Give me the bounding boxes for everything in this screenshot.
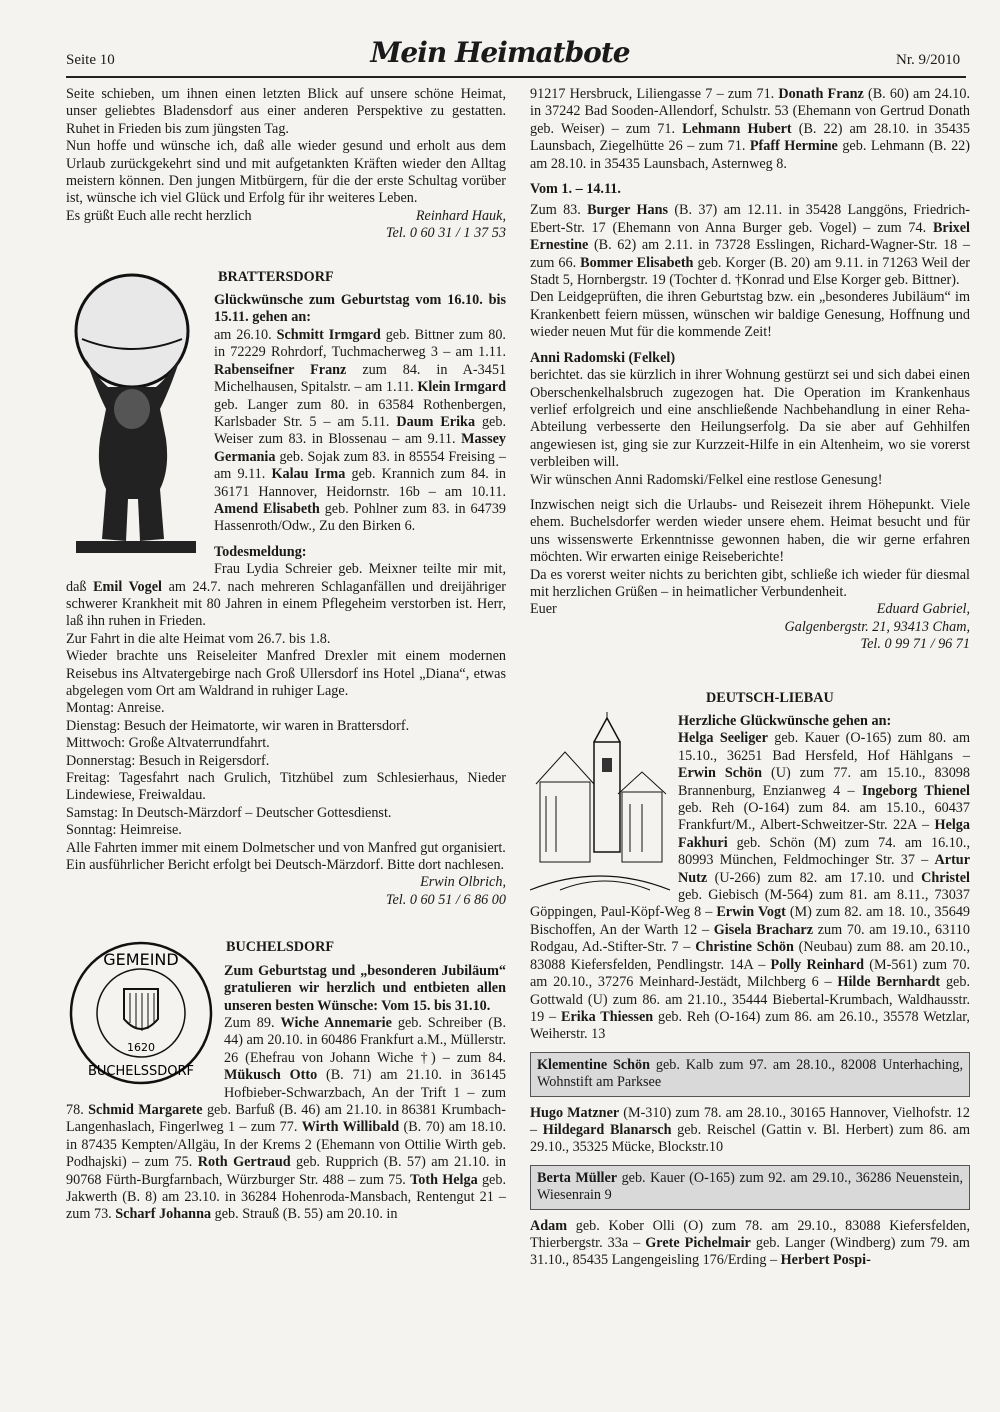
masthead-logo: Mein Heimatbote bbox=[370, 36, 630, 69]
deutsch-liebau-birthdays: Helga Seeliger geb. Kauer (O-165) zum 80. am 15.10., 36251 Bad Hersfeld, Hof Hählgans – Erwin Schön (U) zum 77. am 15.10., 83098 Brannenburg, Enzianweg 4 – Ingeborg Thienel geb. Reh (O-164) zum 84. am 15.10., 60437 Frankfurt/M., Albert-Schweitzer-Str. 22A – Helga Fakhuri geb. Schön (M) zum 74. am 16.10., 80993 München, Feldmochinger Str. 37 – Artur Nutz (U-266) zum 82. am 17.10. und Christel geb. Giebisch (M-564) zum 81. am 8.11., 73037 Göppingen, Paul-Köpf-Weg 8 – Erwin Vogt (M) zum 82. am 18. 10., 35649 Bischoffen, An der Warth 12 – Gisela Bracharz zum 70. am 19.10., 63110 Rodgau, Ad.-Stifter-Str. 7 – Christine Schön (Neubau) zum 88. am 20.10., 83088 Kiefersfelden, Pendlingstr. 14A – Polly Reinhard (M-561) zum 70. am 20.10., 37276 Meinhard-Jestädt, Milchberg 6 – Hilde Bernhardt geb. Gottwald (U) zum 86. am 21.10., 35444 Biebertal-Krumbach, Waldhausstr. 19 – Erika Thiessen geb. Reh (O-164) zum 86. am 26.10., 35578 Wetzlar, Weiherstr. 13 bbox=[530, 730, 971, 1043]
birthdays-middle: Hugo Matzner (M-310) zum 78. am 28.10., 30165 Hannover, Vielhofstr. 12 – Hildegard Blanarsch geb. Reischel (Gattin v. Bl. Herbert) zum 86. am 29.10., 35325 Mücke, Blockstr.10 bbox=[530, 1104, 970, 1156]
highlight-box-berta: Berta Müller geb. Kauer (O-165) zum 92. am 29.10., 36286 Neuenstein, Wiesenrain 9 bbox=[530, 1165, 970, 1210]
brattersdorf-section bbox=[66, 269, 506, 631]
page-header bbox=[0, 36, 1000, 76]
trip-line-3: Montag: Anreise. bbox=[66, 700, 165, 717]
trip-line-7: Freitag: Tagesfahrt nach Grulich, Titzhübel zum Schlesierhaus, Nieder Lindewiese, Freiwaldau. bbox=[66, 770, 506, 804]
intro-paragraph-1: Seite schieben, um ihnen einen letzten Blick auf unsere schöne Heimat, unser geliebtes Bladensdorf aus einer anderen Perspektive zu gestatten. Ruhet in Frieden bis zum jüngsten Tag. bbox=[66, 86, 506, 137]
signature-hauk-tel: Tel. 0 60 31 / 1 37 53 bbox=[385, 225, 506, 242]
brattersdorf-title: BRATTERSDORF bbox=[218, 268, 334, 285]
buchelsdorf-birthdays: Zum 89. Wiche Annemarie geb. Schreiber (B. 44) am 20.10. in 60486 Frankfurt a.M., Müllerstr. 26 (Ehefrau von Johann Wiche †) – zum 84. Mükusch Otto (B. 71) am 21.10. in 36145 Hofbieber-Schwarzbach, An der Trift 1 – zum 78. Schmid Margarete geb. Barfuß (B. 46) am 21.10. in 86381 Krumbach-Langenhaslach, Fingerlweg 1 – zum 77. Wirth Willibald (B. 70) am 18.10. in 87435 Kempten/Allgäu, In der Krems 2 (Ehemann von Ottilie Wirth geb. Podhajski) – zum 75. Roth Gertraud geb. Rupprich (B. 57) am 21.10. in 90768 Fürth-Burgfarnbach, Würzburger Str. 488 – zum 75. Toth Helga geb. Jakwerth (B. 8) am 23.10. in 36284 Hohenroda-Mansbach, Rentengut 21 – zum 73. Scharf Johanna geb. Strauß (B. 55) am 20.10. in bbox=[66, 1014, 507, 1223]
signature-olbrich-tel: Tel. 0 60 51 / 6 86 00 bbox=[385, 891, 506, 908]
get-well-note: Den Leidgeprüften, die ihren Geburtstag bzw. ein „besonderes Jubiläum“ im Krankenbett feiern müssen, wünschen wir baldige Genesung, Hoffnung und wieder neuen Mut für die kommende Zeit! bbox=[530, 289, 970, 341]
deutsch-liebau-subtitle: Herzliche Glückwünsche gehen an: bbox=[678, 713, 892, 729]
deutsch-liebau-title: DEUTSCH-LIEBAU bbox=[706, 689, 834, 706]
trip-line-10: Alle Fahrten immer mit einem Dolmetscher und von Manfred gut organisiert. bbox=[66, 839, 506, 856]
trip-line-9: Sonntag: Heimreise. bbox=[66, 822, 182, 839]
trip-line-4: Dienstag: Besuch der Heimatorte, wir waren in Brattersdorf. bbox=[66, 717, 410, 734]
report-note: Ein ausführlicher Bericht erfolgt bei Deutsch-Märzdorf. Bitte dort nachlesen. bbox=[66, 857, 505, 874]
brattersdorf-subtitle: Glückwünsche zum Geburtstag vom 16.10. bis 15.11. gehen an: bbox=[214, 292, 506, 326]
page-number: Seite 10 bbox=[66, 52, 115, 68]
left-column bbox=[66, 86, 506, 1224]
seal-bottom-text: BUCHELSSDORF bbox=[88, 1064, 194, 1080]
signature-hauk-name: Reinhard Hauk, bbox=[415, 207, 506, 224]
right-column bbox=[530, 86, 970, 1270]
trip-line-8: Samstag: In Deutsch-Märzdorf – Deutscher Gottesdienst. bbox=[66, 804, 392, 821]
trip-line-5: Mittwoch: Große Altvaterrundfahrt. bbox=[66, 735, 270, 752]
anni-title: Anni Radomski (Felkel) bbox=[530, 349, 676, 366]
brattersdorf-birthdays: am 26.10. Schmitt Irmgard geb. Bittner zum 80. in 72229 Rohrdorf, Tuchmacherweg 3 – am 1.11. Rabenseifner Franz zum 84. in A-3451 Michelhausen, Spitalstr. – am 1.11. Klein Irmgard geb. Langer zum 80. in 63584 Rothenbergen, Karlsbader Str. 5 – am 5.11. Daum Erika geb. Weiser zum 83. in Blossenau – am 9.11. Massey Germania geb. Sojak zum 83. in 85554 Freising – am 9.11. Kalau Irma geb. Krannich zum 84. in 36171 Hannover, Heidornstr. 16b – am 10.11. Amend Elisabeth geb. Pohlner zum 83. in 64739 Hassenroth/Odw., Zu den Birken 6. bbox=[214, 326, 507, 535]
greeting-text: Es grüßt Euch alle recht herzlich bbox=[66, 207, 252, 224]
church-street-illustration bbox=[530, 712, 670, 892]
issue-number: Nr. 9/2010 bbox=[896, 52, 961, 68]
november-birthdays: Zum 83. Burger Hans (B. 37) am 12.11. in 35428 Langgöns, Friedrich-Ebert-Str. 17 (Ehemann von Anna Burger geb. Vogel) – zum 74. Brixel Ernestine (B. 62) am 2.11. in 73728 Esslingen, Richard-Wagner-Str. 18 – zum 66. Bommer Elisabeth geb. Korger (B. 20) am 9.11. in 71263 Weil der Stadt 5, Hornbergstr. 19 (Tochter d. †Konrad und Else Korger geb. Bittner). bbox=[530, 202, 971, 289]
closing-text: Da es vorerst weiter nichts zu berichten gibt, schließe ich wieder für diesmal mit herzlichen Grüßen – in heimatlicher Verbundenheit. bbox=[530, 566, 970, 600]
signature-gabriel-address: Galgenbergstr. 21, 93413 Cham, bbox=[784, 618, 970, 635]
death-notice-title: Todesmeldung: bbox=[214, 543, 307, 560]
birthdays-last: Adam geb. Kober Olli (O) zum 78. am 29.10., 83088 Kiefersfelden, Thierbergstr. 33a – Grete Pichelmair geb. Langer (Windberg) zum 79. am 31.10., 85435 Langengeisling 176/Erding – Herbert Pospi- bbox=[530, 1217, 970, 1269]
highlight-box-klementine: Klementine Schön geb. Kalb zum 97. am 28.10., 82008 Unterhaching, Wohnstift am Parksee bbox=[530, 1052, 970, 1097]
trip-line-1: Zur Fahrt in die alte Heimat vom 26.7. bis 1.8. bbox=[66, 630, 331, 647]
seal-top-text: GEMEIND bbox=[103, 950, 179, 970]
buchelsdorf-section bbox=[66, 939, 506, 1224]
greeting bbox=[66, 208, 506, 225]
intro-paragraph-2: Nun hoffe und wünsche ich, daß alle wieder gesund und erholt aus dem Urlaub zurückgekehrt sind und mit aufgetankten Kräften wieder den Alltag meistern können. Den jungen Mitbürgern, für die der erste Schultag vorüber ist, wünsche ich viel Glück und Erfolg für ihr weiteres Leben. bbox=[66, 138, 506, 207]
deutsch-liebau-section bbox=[530, 690, 970, 1044]
header-rule bbox=[66, 76, 966, 78]
buchelsdorf-continued: 91217 Hersbruck, Liliengasse 7 – zum 71. Donath Franz (B. 60) am 24.10. in 37242 Bad Sooden-Allendorf, Schulstr. 53 (Ehemann von Gertrud Donath geb. Weiser) – zum 71. Lehmann Hubert (B. 22) am 28.10. in 35435 Launsbach, Ziegelhütte 26 – zum 71. Pfaff Hermine geb. Lehmann (B. 22) am 28.10. in 35435 Launsbach, Asternweg 8. bbox=[530, 86, 970, 172]
buchelsdorf-title: BUCHELSDORF bbox=[226, 939, 334, 956]
euer-line: Euer Eduard Gabriel, bbox=[530, 601, 970, 618]
seal-year-text: 1620 bbox=[127, 1041, 155, 1055]
signature-gabriel-name: Eduard Gabriel, bbox=[876, 601, 970, 618]
travel-text: Inzwischen neigt sich die Urlaubs- und Reisezeit ihrem Höhepunkt. Viele ehem. Buchelsdorfer werden wieder unsere ehem. Heimat besucht und für uns wissenswerte Erkenntnisse gewonnen haben, die wir gerne erfahren möchten. Wir erwarten einige Reiseberichte! bbox=[530, 496, 970, 566]
buchelsdorf-subtitle: Zum Geburtstag und „besonderen Jubiläum“ gratulieren wir herzlich und entbieten allen unseren besten Wünsche: Vom 15. bis 31.10. bbox=[224, 962, 506, 1014]
november-title: Vom 1. – 14.11. bbox=[530, 181, 621, 198]
buchelsdorf-seal-illustration bbox=[66, 939, 216, 1087]
death-notice-text: Frau Lydia Schreier geb. Meixner teilte mir mit, daß Emil Vogel am 24.7. nach mehreren Schlaganfällen und dreijähriger schwerer Krankheit mit 80 Jahren in einem Pflegeheim verstorben ist. Herr, laß ihn ruhen in Frieden. bbox=[66, 561, 506, 630]
signature-olbrich-name: Erwin Olbrich, bbox=[420, 874, 506, 891]
trip-line-2: Wieder brachte uns Reiseleiter Manfred Drexler mit einem modernen Reisebus ins Altvatergebirge nach Groß Ullersdorf ins Hotel „Diana“, etwas abgelegen vom Ort am Waldrand in ruhiger Lage. bbox=[66, 648, 506, 699]
signature-gabriel-tel: Tel. 0 99 71 / 96 71 bbox=[860, 636, 970, 653]
trip-line-6: Donnerstag: Besuch in Reigersdorf. bbox=[66, 752, 270, 769]
anni-text: berichtet. das sie kürzlich in ihrer Wohnung gestürzt sei und sich dabei einen Oberschenkelhalsbruch zugezogen hat. Die Operation im Krankenhaus verlief erfolgreich und eine anschließende Nachbehandlung in einer Reha-Abteilung verbesserte den Heilungserfolg. Da sie aber auf Gehhilfen angewiesen ist, ging sie zur Kurzzeit-Hilfe in ein Altenheim, wo sie vorerst verbleiben will. bbox=[530, 367, 970, 471]
anni-wish: Wir wünschen Anni Radomski/Felkel eine restlose Genesung! bbox=[530, 471, 883, 488]
atlas-figure-illustration bbox=[66, 269, 206, 559]
